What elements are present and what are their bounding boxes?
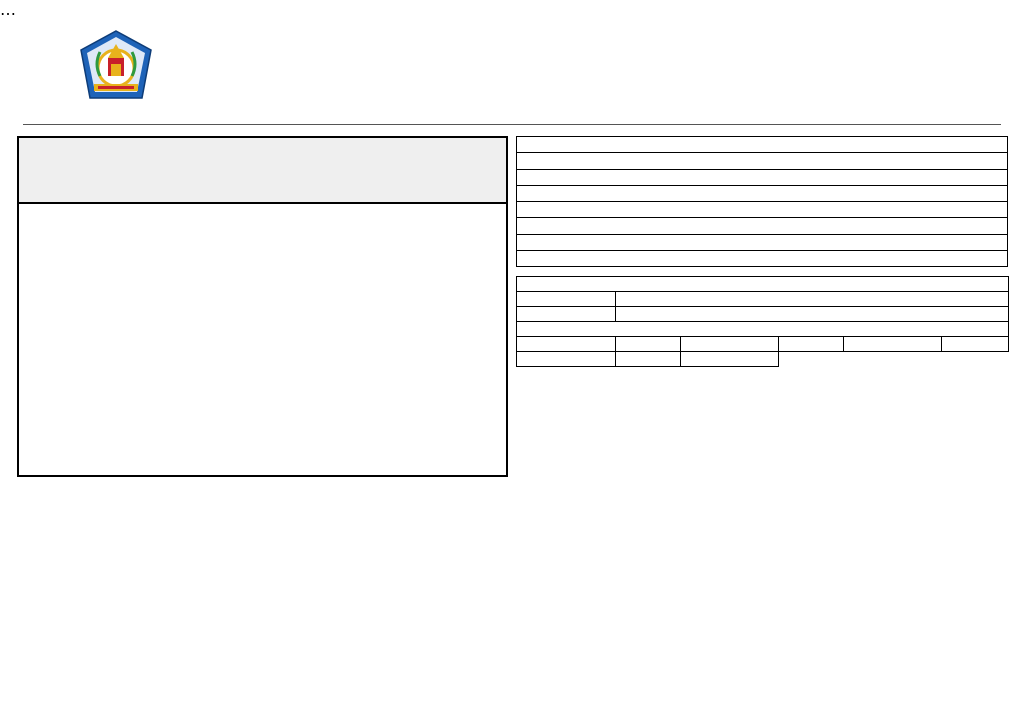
edu-level <box>517 352 616 367</box>
klungkung-regency-logo <box>80 30 152 100</box>
respondents-table <box>516 276 1009 367</box>
edu-level <box>517 337 616 352</box>
service-item <box>517 234 1008 250</box>
edu-level <box>681 352 779 367</box>
service-item <box>517 153 1008 169</box>
services-heading <box>517 137 1008 153</box>
service-item <box>517 202 1008 218</box>
service-item <box>517 169 1008 185</box>
edu-count <box>779 337 844 352</box>
edu-level <box>681 337 779 352</box>
edu-count <box>616 337 681 352</box>
services-table <box>516 136 1008 267</box>
jumlah-label <box>517 292 616 307</box>
header-divider <box>23 124 1001 125</box>
service-item <box>517 185 1008 201</box>
jumlah-value-cell <box>616 292 1009 307</box>
education-heading <box>517 322 1009 337</box>
ikm-title <box>19 138 506 204</box>
respondents-heading <box>517 277 1009 292</box>
gender-value-cell <box>616 307 1009 322</box>
gender-label <box>517 307 616 322</box>
service-item <box>517 218 1008 234</box>
ikm-score-box <box>17 136 508 477</box>
edu-level <box>844 337 942 352</box>
edu-count <box>942 337 1009 352</box>
edu-count <box>616 352 681 367</box>
service-item <box>517 251 1008 267</box>
ikm-value <box>19 204 506 475</box>
